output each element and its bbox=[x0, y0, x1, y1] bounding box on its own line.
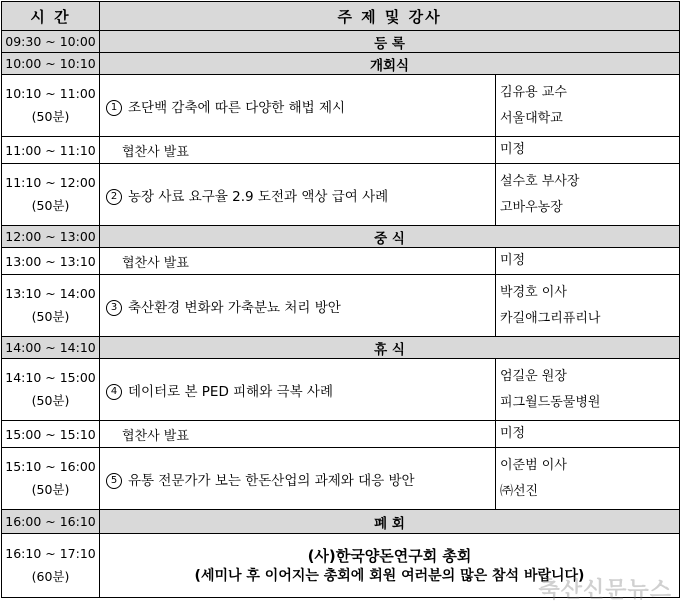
table-row-opening bbox=[2, 53, 680, 75]
speaker-name: 설수호 부사장 bbox=[500, 169, 679, 195]
time-cell: 12:00 ~ 13:00 bbox=[2, 226, 100, 248]
speaker-cell: 미정 bbox=[496, 137, 680, 164]
duration: (60분) bbox=[2, 567, 99, 585]
section-label: 휴 식 bbox=[100, 337, 680, 359]
table-row-sponsor bbox=[2, 248, 680, 275]
speaker-cell bbox=[496, 75, 680, 137]
section-label: 폐 회 bbox=[100, 510, 680, 534]
topic-cell bbox=[100, 164, 496, 226]
speaker-affiliation: 카길애그리퓨리나 bbox=[500, 306, 679, 332]
speaker-cell: 미정 bbox=[496, 248, 680, 275]
time-cell: 14:00 ~ 14:10 bbox=[2, 337, 100, 359]
table-header bbox=[2, 2, 680, 31]
table-row-sponsor bbox=[2, 137, 680, 164]
number-badge: 3 bbox=[106, 300, 122, 316]
duration: (50분) bbox=[2, 307, 99, 325]
topic-cell bbox=[100, 275, 496, 337]
meeting-note: (세미나 후 이어지는 총회에 회원 여러분의 많은 참석 바랍니다) bbox=[100, 566, 679, 586]
number-badge: 5 bbox=[106, 473, 122, 489]
topic-title: 조단백 감축에 따른 다양한 해법 제시 bbox=[128, 100, 345, 116]
time-cell: 15:10 ~ 16:00 (50분) bbox=[2, 448, 100, 510]
number-badge: 2 bbox=[106, 189, 122, 205]
time-cell: 11:00 ~ 11:10 bbox=[2, 137, 100, 164]
time-cell: 15:00 ~ 15:10 bbox=[2, 421, 100, 448]
time-cell: 10:00 ~ 10:10 bbox=[2, 53, 100, 75]
topic-cell: 협찬사 발표 bbox=[100, 248, 496, 275]
speaker-name: 김유용 교수 bbox=[500, 80, 679, 106]
topic-cell bbox=[100, 448, 496, 510]
topic-title: 농장 사료 요구율 2.9 도전과 액상 급여 사례 bbox=[128, 189, 388, 205]
schedule-table bbox=[1, 1, 680, 598]
table-row-registration bbox=[2, 31, 680, 53]
speaker-cell bbox=[496, 275, 680, 337]
duration: (50분) bbox=[2, 196, 99, 214]
table-row-session-5 bbox=[2, 448, 680, 510]
topic-cell bbox=[100, 359, 496, 421]
topic-cell: 협찬사 발표 bbox=[100, 421, 496, 448]
speaker-cell: 미정 bbox=[496, 421, 680, 448]
topic-title: 데이터로 본 PED 피해와 극복 사례 bbox=[128, 384, 333, 400]
time-cell: 14:10 ~ 15:00 (50분) bbox=[2, 359, 100, 421]
time-cell: 16:00 ~ 16:10 bbox=[2, 510, 100, 534]
time-cell: 13:10 ~ 14:00 (50분) bbox=[2, 275, 100, 337]
speaker-name: 박경호 이사 bbox=[500, 280, 679, 306]
time-cell: 16:10 ~ 17:10 (60분) bbox=[2, 534, 100, 598]
table-row-session-4 bbox=[2, 359, 680, 421]
table-row-session-2 bbox=[2, 164, 680, 226]
speaker-affiliation: ㈜선진 bbox=[500, 479, 679, 505]
speaker-affiliation: 고바우농장 bbox=[500, 195, 679, 221]
speaker-affiliation: 서울대학교 bbox=[500, 106, 679, 132]
table-row-sponsor bbox=[2, 421, 680, 448]
table-row-session-3 bbox=[2, 275, 680, 337]
watermark: 축산신문뉴스 bbox=[538, 573, 672, 604]
number-badge: 4 bbox=[106, 384, 122, 400]
section-label: 중 식 bbox=[100, 226, 680, 248]
section-label: 개회식 bbox=[100, 53, 680, 75]
topic-title: 유통 전문가가 보는 한돈산업의 과제와 대응 방안 bbox=[128, 473, 415, 489]
topic-title: 축산환경 변화와 가축분뇨 처리 방안 bbox=[128, 300, 341, 316]
speaker-cell bbox=[496, 359, 680, 421]
speaker-name: 엄길운 원장 bbox=[500, 364, 679, 390]
topic-cell bbox=[100, 75, 496, 137]
speaker-affiliation: 피그월드동물병원 bbox=[500, 390, 679, 416]
time-cell: 11:10 ~ 12:00 (50분) bbox=[2, 164, 100, 226]
table-row-closing bbox=[2, 510, 680, 534]
table-row-lunch bbox=[2, 226, 680, 248]
duration: (50분) bbox=[2, 107, 99, 125]
topic-column-header: 주 제 및 강사 bbox=[100, 2, 680, 31]
speaker-name: 이준범 이사 bbox=[500, 453, 679, 479]
meeting-title: (사)한국양돈연구회 총회 bbox=[100, 546, 679, 566]
duration: (50분) bbox=[2, 391, 99, 409]
table-row-session-1 bbox=[2, 75, 680, 137]
topic-cell: 협찬사 발표 bbox=[100, 137, 496, 164]
speaker-cell bbox=[496, 164, 680, 226]
speaker-cell bbox=[496, 448, 680, 510]
duration: (50분) bbox=[2, 480, 99, 498]
time-cell: 09:30 ~ 10:00 bbox=[2, 31, 100, 53]
time-column-header: 시 간 bbox=[2, 2, 100, 31]
time-cell: 13:00 ~ 13:10 bbox=[2, 248, 100, 275]
number-badge: 1 bbox=[106, 100, 122, 116]
table-row-break bbox=[2, 337, 680, 359]
section-label: 등 록 bbox=[100, 31, 680, 53]
time-cell: 10:10 ~ 11:00 (50분) bbox=[2, 75, 100, 137]
